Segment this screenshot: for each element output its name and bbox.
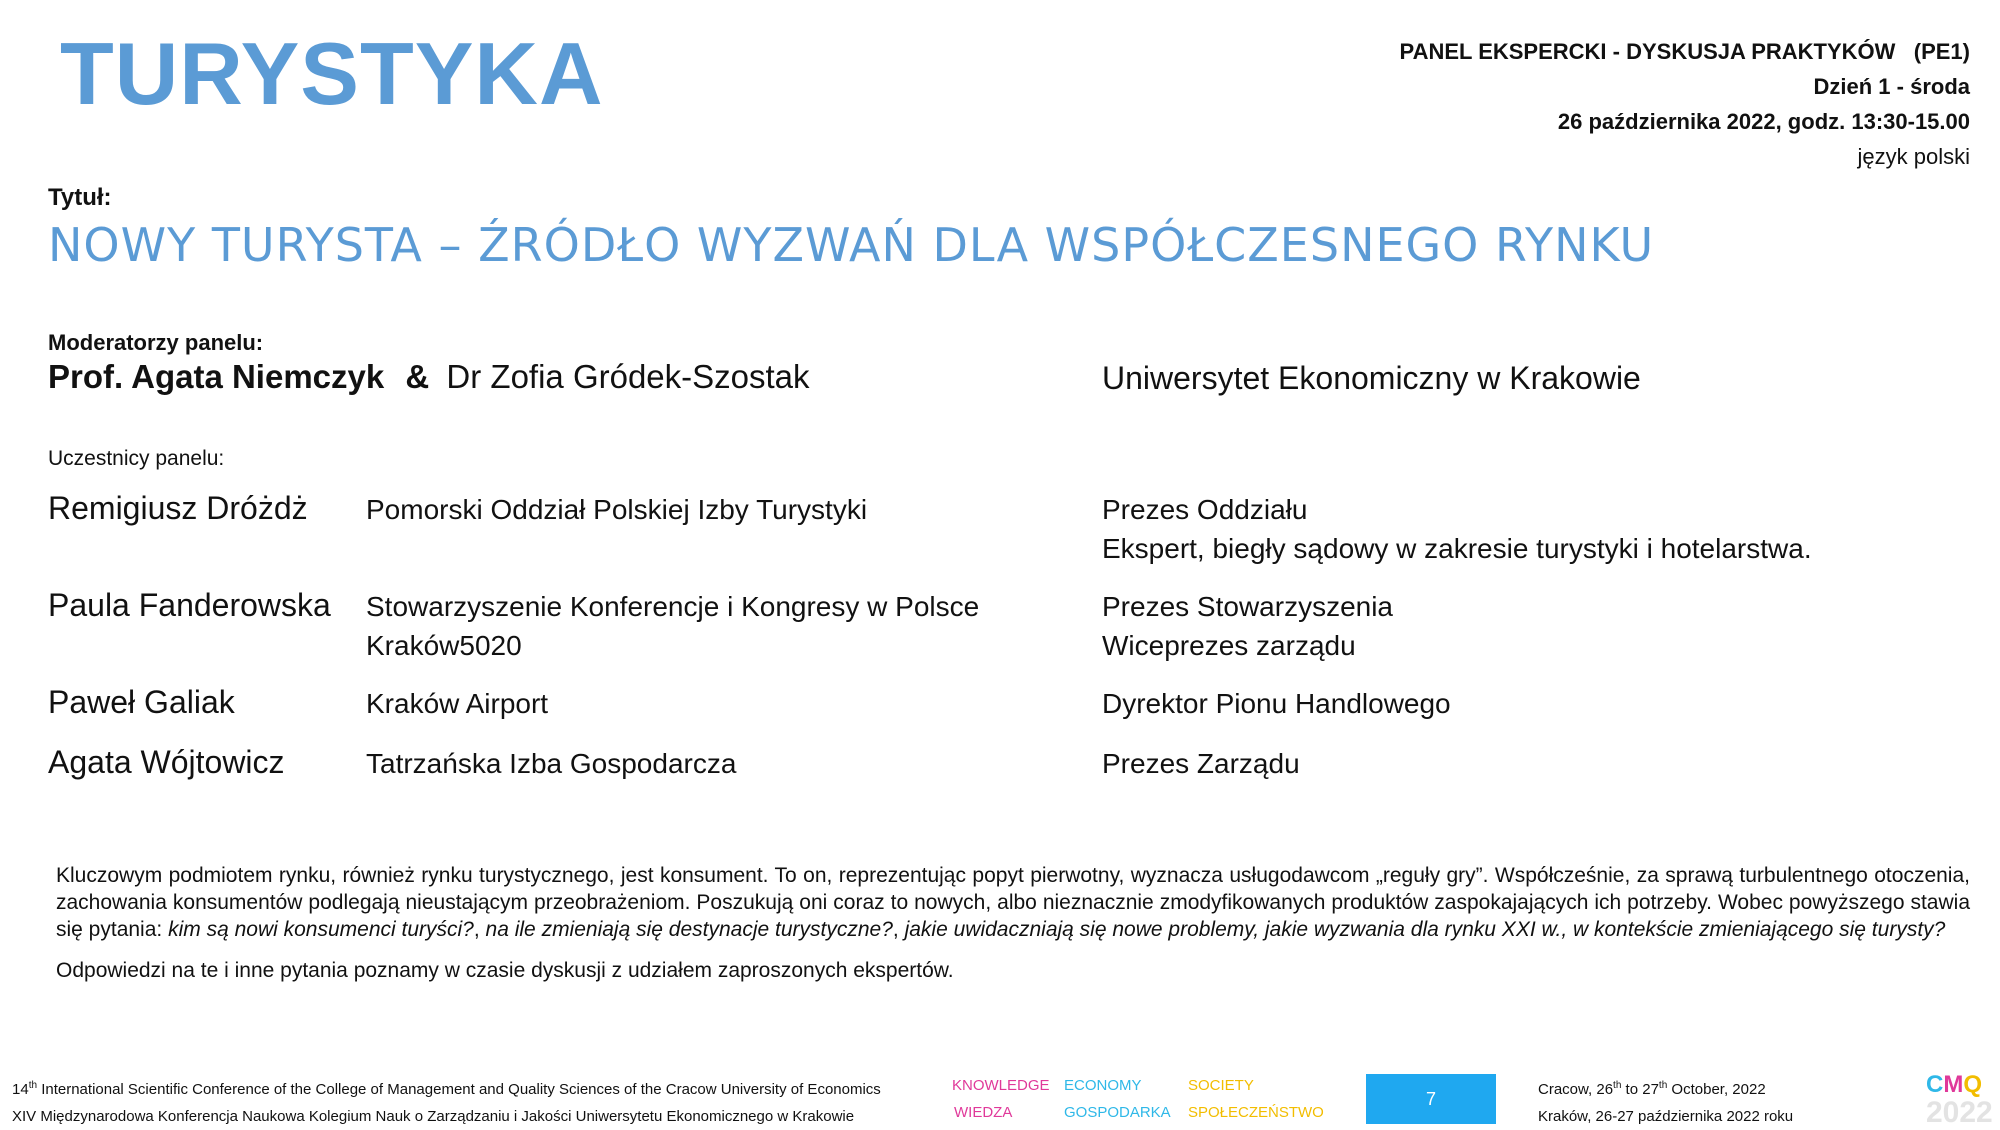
date-part: October, 2022 <box>1667 1081 1766 1098</box>
title-label: Tytuł: <box>48 184 112 211</box>
edition-suffix: th <box>28 1080 38 1091</box>
conference-name-pl: XIV Międzynarodowa Konferencja Naukowa Kolegium Nauk o Zarządzaniu i Jakości Uniwersytetu Ekonomicznego w Krakowie <box>12 1108 855 1125</box>
date-suffix: th <box>1658 1080 1668 1091</box>
participant-organization: Kraków5020 <box>366 630 522 661</box>
participant-role: Ekspert, biegły sądowy w zakresie turystyki i hotelarstwa. <box>1102 533 1812 564</box>
participant-organization: Stowarzyszenie Konferencje i Kongresy w Polsce <box>366 591 980 622</box>
participant-role: Prezes Stowarzyszenia <box>1102 591 1394 622</box>
keyword-en: SOCIETY <box>1188 1077 1254 1094</box>
moderators-names <box>48 358 810 396</box>
panel-type: PANEL EKSPERCKI - DYSKUSJA PRAKTYKÓW (PE1) <box>1399 39 1970 64</box>
page-number: 7 <box>1366 1074 1496 1124</box>
participant-role: Wiceprezes zarządu <box>1102 630 1356 661</box>
date-part: to 27 <box>1621 1081 1659 1098</box>
conference-name-en-text: International Scientific Conference of the College of Management and Quality Sciences of the Cracow University of Economics <box>37 1081 881 1098</box>
date-suffix: th <box>1613 1080 1622 1091</box>
keyword-en: KNOWLEDGE <box>952 1077 1050 1094</box>
cmq-logo <box>1926 1070 1996 1124</box>
participant-name: Paula Fanderowska <box>48 587 331 623</box>
conference-name-en <box>12 1072 881 1103</box>
description-paragraph: Odpowiedzi na te i inne pytania poznamy w czasie dyskusji z udziałem zaproszonych ekspertów. <box>56 959 954 982</box>
moderators-organization: Uniwersytet Ekonomiczny w Krakowie <box>1102 360 1641 396</box>
session-date-time: 26 października 2022, godz. 13:30-15.00 <box>1557 109 1970 134</box>
session-info <box>1400 34 1970 174</box>
date-part: Cracow, 26 <box>1538 1081 1614 1098</box>
keyword-economy <box>1064 1072 1171 1126</box>
conference-info <box>12 1072 881 1130</box>
participant-name: Agata Wójtowicz <box>48 744 285 780</box>
participant-role: Prezes Zarządu <box>1102 748 1300 779</box>
participants-label: Uczestnicy panelu: <box>48 447 225 470</box>
moderator-1: Prof. Agata Niemczyk <box>48 358 385 395</box>
panel-description <box>56 862 1970 998</box>
conference-dates-en <box>1538 1072 1793 1103</box>
session-language: język polski <box>1857 144 1970 169</box>
panel-title: NOWY TURYSTA – ŹRÓDŁO WYZWAŃ DLA WSPÓŁCZESNEGO RYNKU <box>48 218 1655 272</box>
keyword-pl: GOSPODARKA <box>1064 1104 1171 1121</box>
main-title: TURYSTYKA <box>60 24 604 123</box>
participant-name: Paweł Galiak <box>48 684 235 720</box>
moderators-label: Moderatorzy panelu: <box>48 330 264 355</box>
question-3: jakie uwidaczniają się nowe problemy, jakie wyzwania dla rynku XXI w., w kontekście zmieniającego się turysty? <box>904 918 1946 941</box>
conference-dates-pl: Kraków, 26-27 października 2022 roku <box>1538 1108 1794 1125</box>
session-day: Dzień 1 - środa <box>1813 74 1970 99</box>
participant-role: Prezes Oddziału <box>1102 494 1308 525</box>
question-1: kim są nowi konsumenci turyści? <box>168 918 474 941</box>
conference-dates <box>1538 1072 1793 1130</box>
keyword-knowledge <box>952 1072 1050 1126</box>
participant-role: Dyrektor Pionu Handlowego <box>1102 688 1451 719</box>
keyword-society <box>1188 1072 1324 1126</box>
logo-year: 2022 <box>1926 1096 1993 1124</box>
participant-organization: Tatrzańska Izba Gospodarcza <box>366 748 737 779</box>
separator: , <box>892 918 905 941</box>
participant-organization: Kraków Airport <box>366 688 549 719</box>
edition-number: 14 <box>12 1081 29 1098</box>
participant-name: Remigiusz Dróżdż <box>48 490 308 526</box>
logo-letters: CMQ <box>1926 1071 1983 1098</box>
keyword-pl: SPOŁECZEŃSTWO <box>1188 1104 1324 1121</box>
participant-organization: Pomorski Oddział Polskiej Izby Turystyki <box>366 494 868 525</box>
question-2: na ile zmieniają się destynacje turystyczne? <box>485 918 893 941</box>
separator: , <box>473 918 486 941</box>
description-paragraph <box>56 862 1970 943</box>
moderator-separator: & <box>405 358 430 395</box>
keyword-pl: WIEDZA <box>954 1104 1013 1121</box>
moderator-2: Dr Zofia Gródek-Szostak <box>446 358 810 395</box>
keyword-en: ECONOMY <box>1064 1077 1142 1094</box>
description-text: Kluczowym podmiotem rynku, również rynku turystycznego, jest konsument. To on, reprezentując popyt pierwotny, wyznacza usługodawcom „reguły gry”. Współcześnie, za sprawą turbulentnego otoczenia, zachowania konsumentów podlegają nieustającym przeobrażeniom. Poszukują oni coraz to nowych, albo nieznacznie zmodyfikowanych produktów zaspokajających ich potrzeby. Wobec powyższego stawia się pytania: <box>56 864 1970 941</box>
